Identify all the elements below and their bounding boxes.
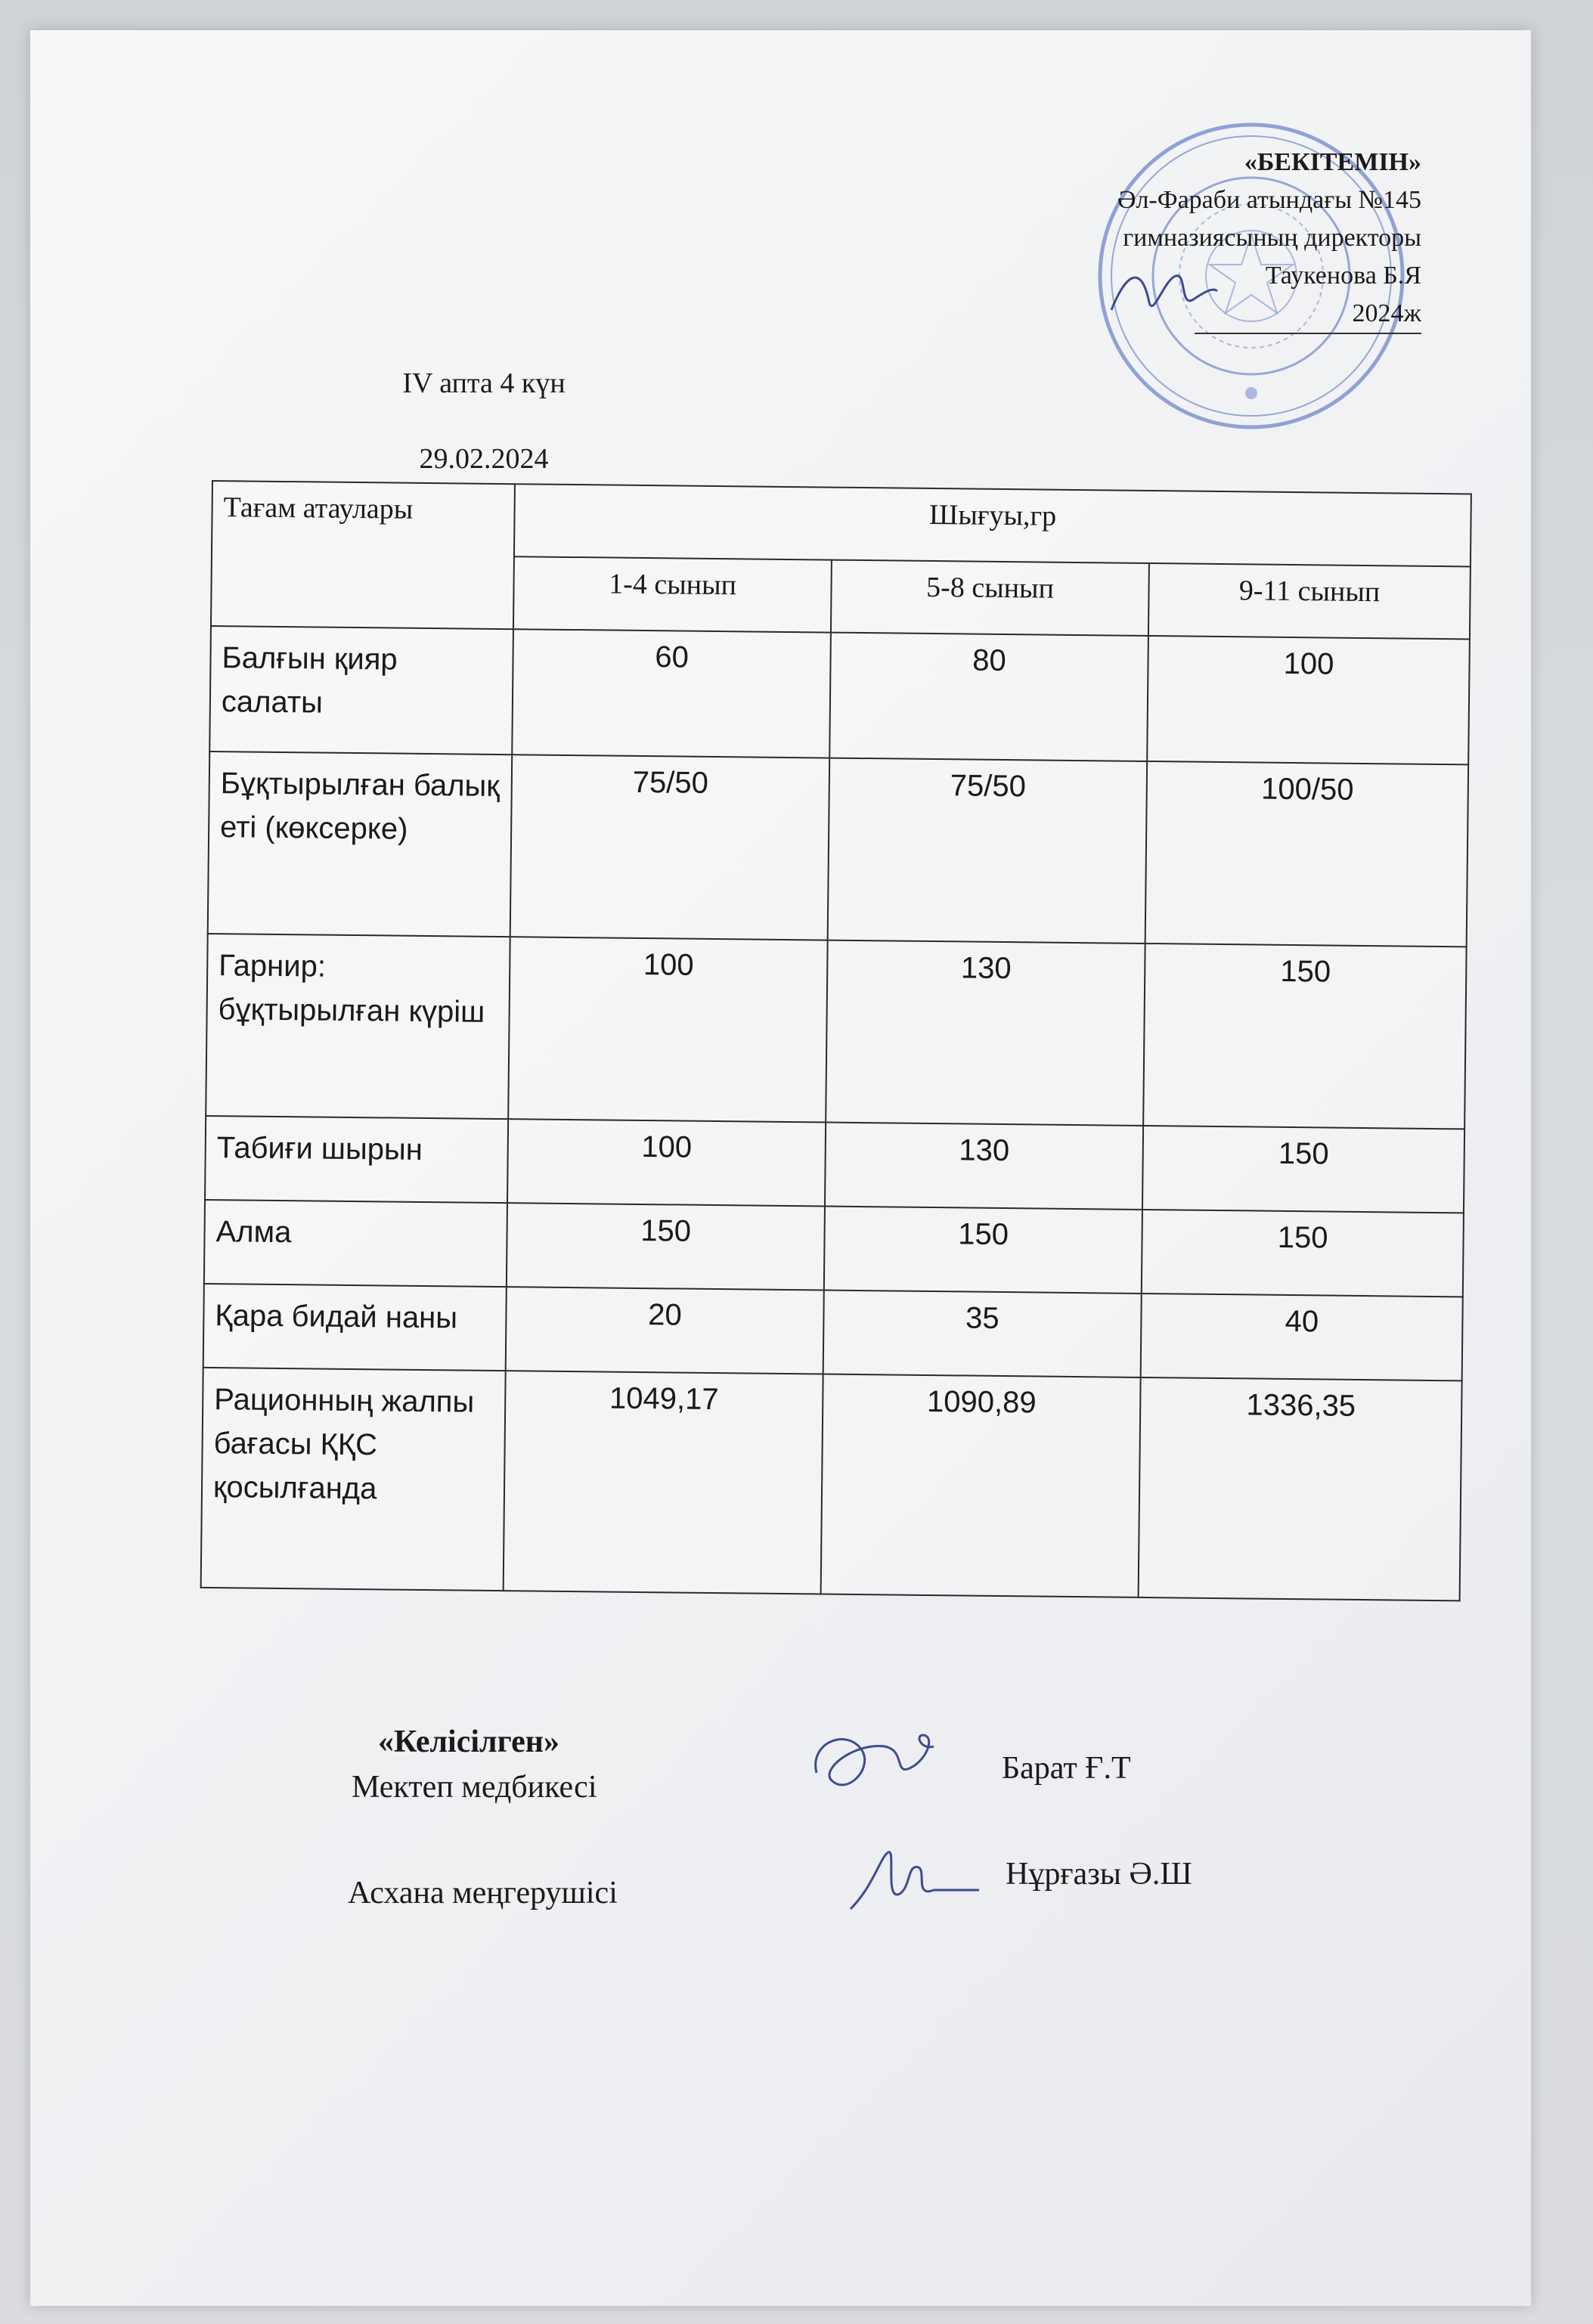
value-cell: 75/50 — [828, 758, 1148, 944]
value-cell: 150 — [1142, 1126, 1464, 1213]
table-row — [208, 751, 1468, 947]
value-cell: 1049,17 — [504, 1371, 823, 1594]
approval-heading: «БЕКІТЕМІН» — [1244, 148, 1421, 176]
value-cell: 100/50 — [1145, 761, 1469, 947]
value-cell: 75/50 — [510, 755, 830, 940]
value-cell: 60 — [512, 629, 831, 758]
value-cell: 1090,89 — [821, 1374, 1141, 1597]
header-col-2: 5-8 сынып — [831, 560, 1149, 636]
value-cell: 150 — [1142, 1210, 1464, 1297]
dish-name: Рационның жалпы бағасы ҚҚС қосылғанда — [201, 1368, 506, 1591]
dish-name: Қара бидай наны — [203, 1284, 507, 1371]
approval-block — [1117, 144, 1421, 334]
dish-name: Табиғи шырын — [205, 1116, 508, 1203]
value-cell: 150 — [824, 1207, 1142, 1294]
role-canteen-head: Асхана меңгерушісі — [348, 1876, 618, 1910]
table-row — [206, 934, 1466, 1129]
menu-table — [200, 480, 1472, 1601]
value-cell: 40 — [1141, 1294, 1463, 1380]
nurse-signature-icon — [801, 1712, 953, 1803]
table-row — [209, 626, 1470, 764]
canteen-head-signature-icon — [843, 1841, 987, 1917]
dish-name: Гарнир: бұқтырылған күріш — [206, 934, 510, 1119]
header-dish-names: Тағам атаулары — [211, 481, 515, 629]
role-nurse: Мектеп медбикесі — [352, 1770, 597, 1805]
approval-line-school: Әл-Фараби атындағы №145 — [1117, 186, 1421, 214]
value-cell: 20 — [506, 1287, 824, 1374]
value-cell: 130 — [826, 940, 1145, 1126]
value-cell: 100 — [508, 937, 828, 1122]
value-cell: 150 — [1143, 944, 1467, 1129]
table-row-total — [201, 1368, 1462, 1600]
dish-name: Балғын қияр салаты — [209, 626, 513, 755]
header-col-3: 9-11 сынып — [1148, 563, 1471, 639]
value-cell: 100 — [507, 1119, 826, 1206]
name-nurse: Барат Ғ.Т — [1002, 1751, 1131, 1786]
value-cell: 150 — [507, 1203, 825, 1290]
page-title: IV апта 4 күн — [402, 367, 566, 399]
value-cell: 1336,35 — [1139, 1377, 1462, 1600]
table-row — [205, 1116, 1464, 1213]
header-output: Шығуы,гр — [514, 484, 1471, 566]
value-cell: 35 — [823, 1291, 1142, 1377]
name-canteen-head: Нұрғазы Ә.Ш — [1006, 1857, 1192, 1892]
value-cell: 80 — [829, 633, 1148, 761]
approval-line-director: Таукенова Б.Я — [1265, 262, 1421, 290]
value-cell: 100 — [1147, 636, 1470, 764]
table-row — [203, 1284, 1463, 1380]
dish-name: Алма — [204, 1200, 507, 1287]
table-row — [204, 1200, 1464, 1297]
dish-name: Бұқтырылған балық еті (көксерке) — [208, 751, 513, 937]
table-header-row — [212, 481, 1471, 566]
value-cell: 130 — [825, 1123, 1143, 1210]
agreed-heading: «Келісілген» — [378, 1724, 559, 1759]
approval-line-position: гимназиясының директоры — [1123, 224, 1421, 252]
document-sheet — [30, 30, 1531, 2306]
header-col-1: 1-4 сынып — [513, 556, 832, 632]
approval-line-year: 2024ж — [1195, 295, 1421, 334]
page-date: 29.02.2024 — [419, 443, 549, 475]
